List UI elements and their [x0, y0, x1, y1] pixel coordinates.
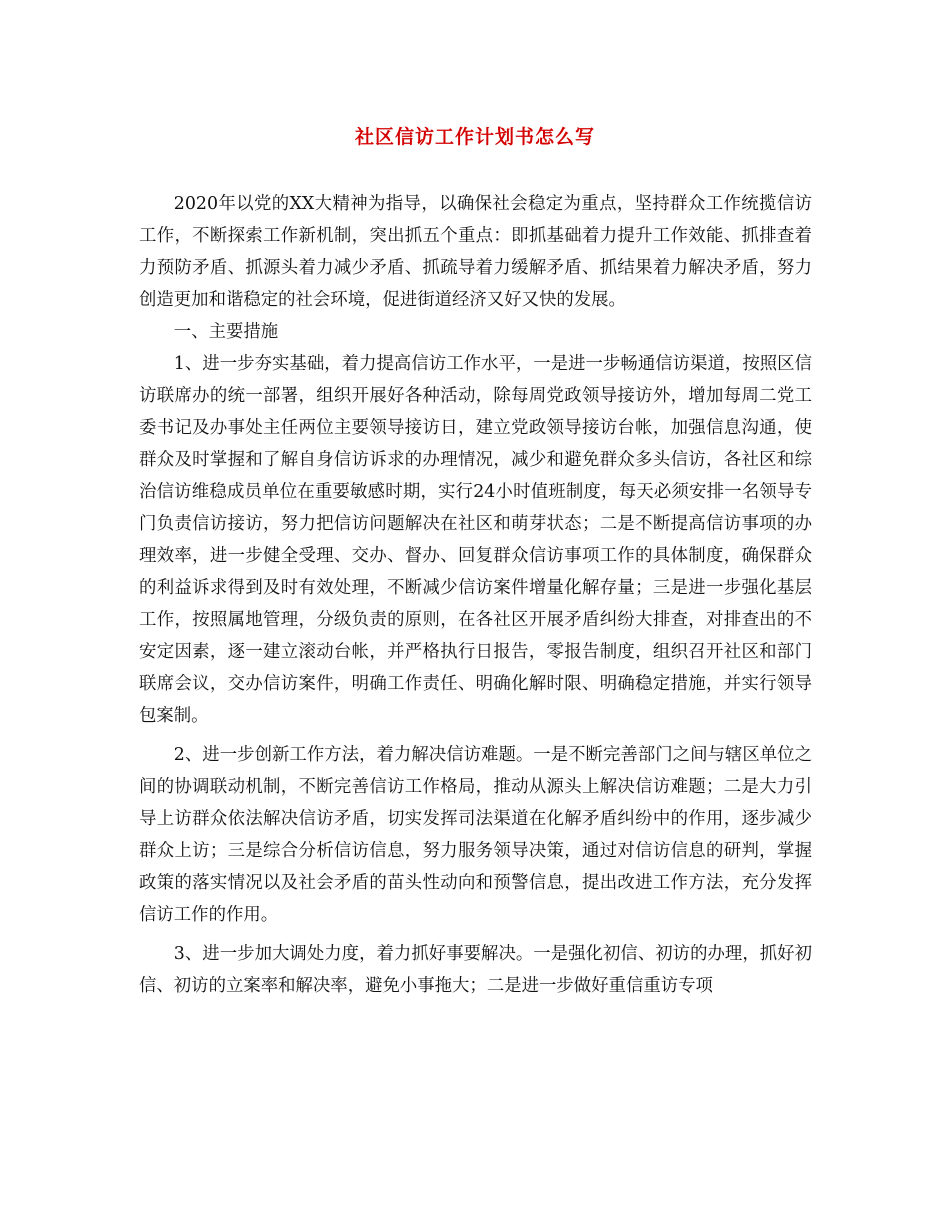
- document-title: 社区信访工作计划书怎么写: [354, 126, 595, 148]
- section-heading: 一、主要措施: [173, 322, 279, 342]
- document-body: [139, 188, 812, 1002]
- measure-paragraph-1: 1、进一步夯实基础，着力提高信访工作水平，一是进一步畅通信访渠道，按照区信访联席办的统一部署，组织开展好各种活动，除每周党政领导接访外，增加每周二党工委书记及办事处主任两位主要领导接访日，建立党政领导接访台帐，加强信息沟通，使群众及时掌握和了解自身信访诉求的办理情况，减少和避免群众多头信访，各社区和综治信访维稳成员单位在重要敏感时期，实行24小时值班制度，每天必须安排一名领导专门负责信访接访，努力把信访问题解决在社区和萌芽状态；二是不断提高信访事项的办理效率，进一步健全受理、交办、督办、回复群众信访事项工作的具体制度，确保群众的利益诉求得到及时有效处理，不断减少信访案件增量化解存量；三是进一步强化基层工作，按照属地管理，分级负责的原则，在各社区开展矛盾纠纷大排查，对排查出的不安定因素，逐一建立滚动台帐，并严格执行日报告，零报告制度，组织召开社区和部门联席会议，交办信访案件，明确工作责任、明确化解时限、明确稳定措施，并实行领导包案制。: [139, 354, 812, 726]
- measure-paragraph-3: 3、进一步加大调处力度，着力抓好事要解决。一是强化初信、初访的办理，抓好初信、初访的立案率和解决率，避免小事拖大；二是进一步做好重信重访专项: [139, 944, 812, 996]
- measure-paragraph-2: 2、进一步创新工作方法，着力解决信访难题。一是不断完善部门之间与辖区单位之间的协调联动机制，不断完善信访工作格局，推动从源头上解决信访难题；二是大力引导上访群众依法解决信访矛盾，切实发挥司法渠道在化解矛盾纠纷中的作用，逐步减少群众上访；三是综合分析信访信息，努力服务领导决策，通过对信访信息的研判，掌握政策的落实情况以及社会矛盾的苗头性动向和预警信息，提出改进工作方法，充分发挥信访工作的作用。: [139, 745, 812, 925]
- intro-paragraph: 2020年以党的XX大精神为指导，以确保社会稳定为重点，坚持群众工作统揽信访工作，不断探索工作新机制，突出抓五个重点：即抓基础着力提升工作效能、抓排查着力预防矛盾、抓源头着力减少矛盾、抓疏导着力缓解矛盾、抓结果着力解决矛盾，努力创造更加和谐稳定的社会环境，促进街道经济又好又快的发展。: [139, 194, 812, 310]
